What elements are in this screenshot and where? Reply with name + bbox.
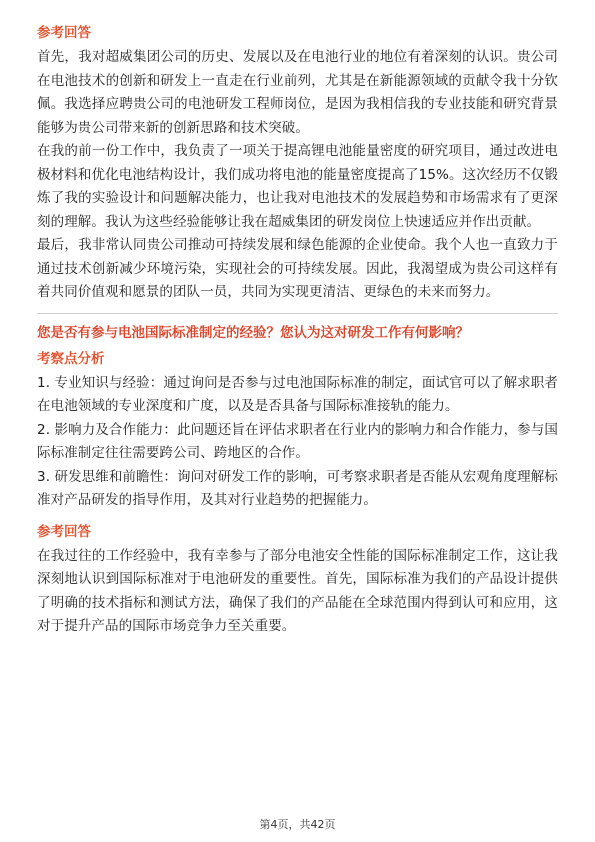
answer-paragraph: 在我过往的工作经验中，我有幸参与了部分电池安全性能的国际标准制定工作，这让我深刻地认识到国际标准对于电池研发的重要性。首先，国际标准为我们的产品设计提供了明确的技术指标和测试方法，确保了我们的产品能在全球范围内得到认可和应用，这对于提升产品的国际市场竞争力至关重要。 — [37, 547, 558, 634]
answer-paragraph: 在我的前一份工作中，我负责了一项关于提高锂电池能量密度的研究项目，通过改进电极材料和优化电池结构设计，我们成功将电池的能量密度提高了15%。这次经历不仅锻炼了我的实验设计和问题解决能力，也让我对电池技术的发展趋势和市场需求有了更深刻的理解。我认为这些经验能够让我在超威集团的研发岗位上快速适应并作出贡献。 — [37, 143, 558, 230]
answer-paragraph: 最后，我非常认同贵公司推动可持续发展和绿色能源的企业使命。我个人也一直致力于通过技术创新减少环境污染，实现社会的可持续发展。因此，我渴望成为贵公司这样有着共同价值观和愿景的团队一员，共同为实现更清洁、更绿色的未来而努力。 — [37, 237, 558, 300]
answer-paragraph: 首先，我对超威集团公司的历史、发展以及在电池行业的地位有着深刻的认识。贵公司在电池技术的创新和研发上一直走在行业前列，尤其是在新能源领域的贡献令我十分钦佩。我选择应聘贵公司的电池研发工程师岗位，是因为我相信我的专业技能和研究背景能够为贵公司带来新的创新思路和技术突破。 — [37, 49, 558, 136]
analysis-heading: 考察点分析 — [37, 350, 105, 367]
section-divider — [37, 313, 558, 314]
page-number-footer: 第4页，共42页 — [259, 818, 336, 831]
document-page — [37, 24, 558, 639]
analysis-item: 1. 专业知识与经验：通过询问是否参与过电池国际标准的制定，面试官可以了解求职者在电池领域的专业深度和广度，以及是否具备与国际标准接轨的能力。 — [37, 374, 558, 414]
analysis-item: 2. 影响力及合作能力：此问题还旨在评估求职者在行业内的影响力和合作能力，参与国际标准制定往往需要跨公司、跨地区的合作。 — [37, 421, 558, 461]
analysis-item: 3. 研发思维和前瞻性：询问对研发工作的影响，可考察求职者是否能从宏观角度理解标准对产品研发的指导作用，及其对行业趋势的把握能力。 — [37, 468, 558, 508]
interview-question: 您是否有参与电池国际标准制定的经验？您认为这对研发工作有何影响？ — [37, 324, 469, 341]
reference-answer-heading: 参考回答 — [37, 523, 91, 540]
reference-answer-heading: 参考回答 — [37, 25, 91, 41]
